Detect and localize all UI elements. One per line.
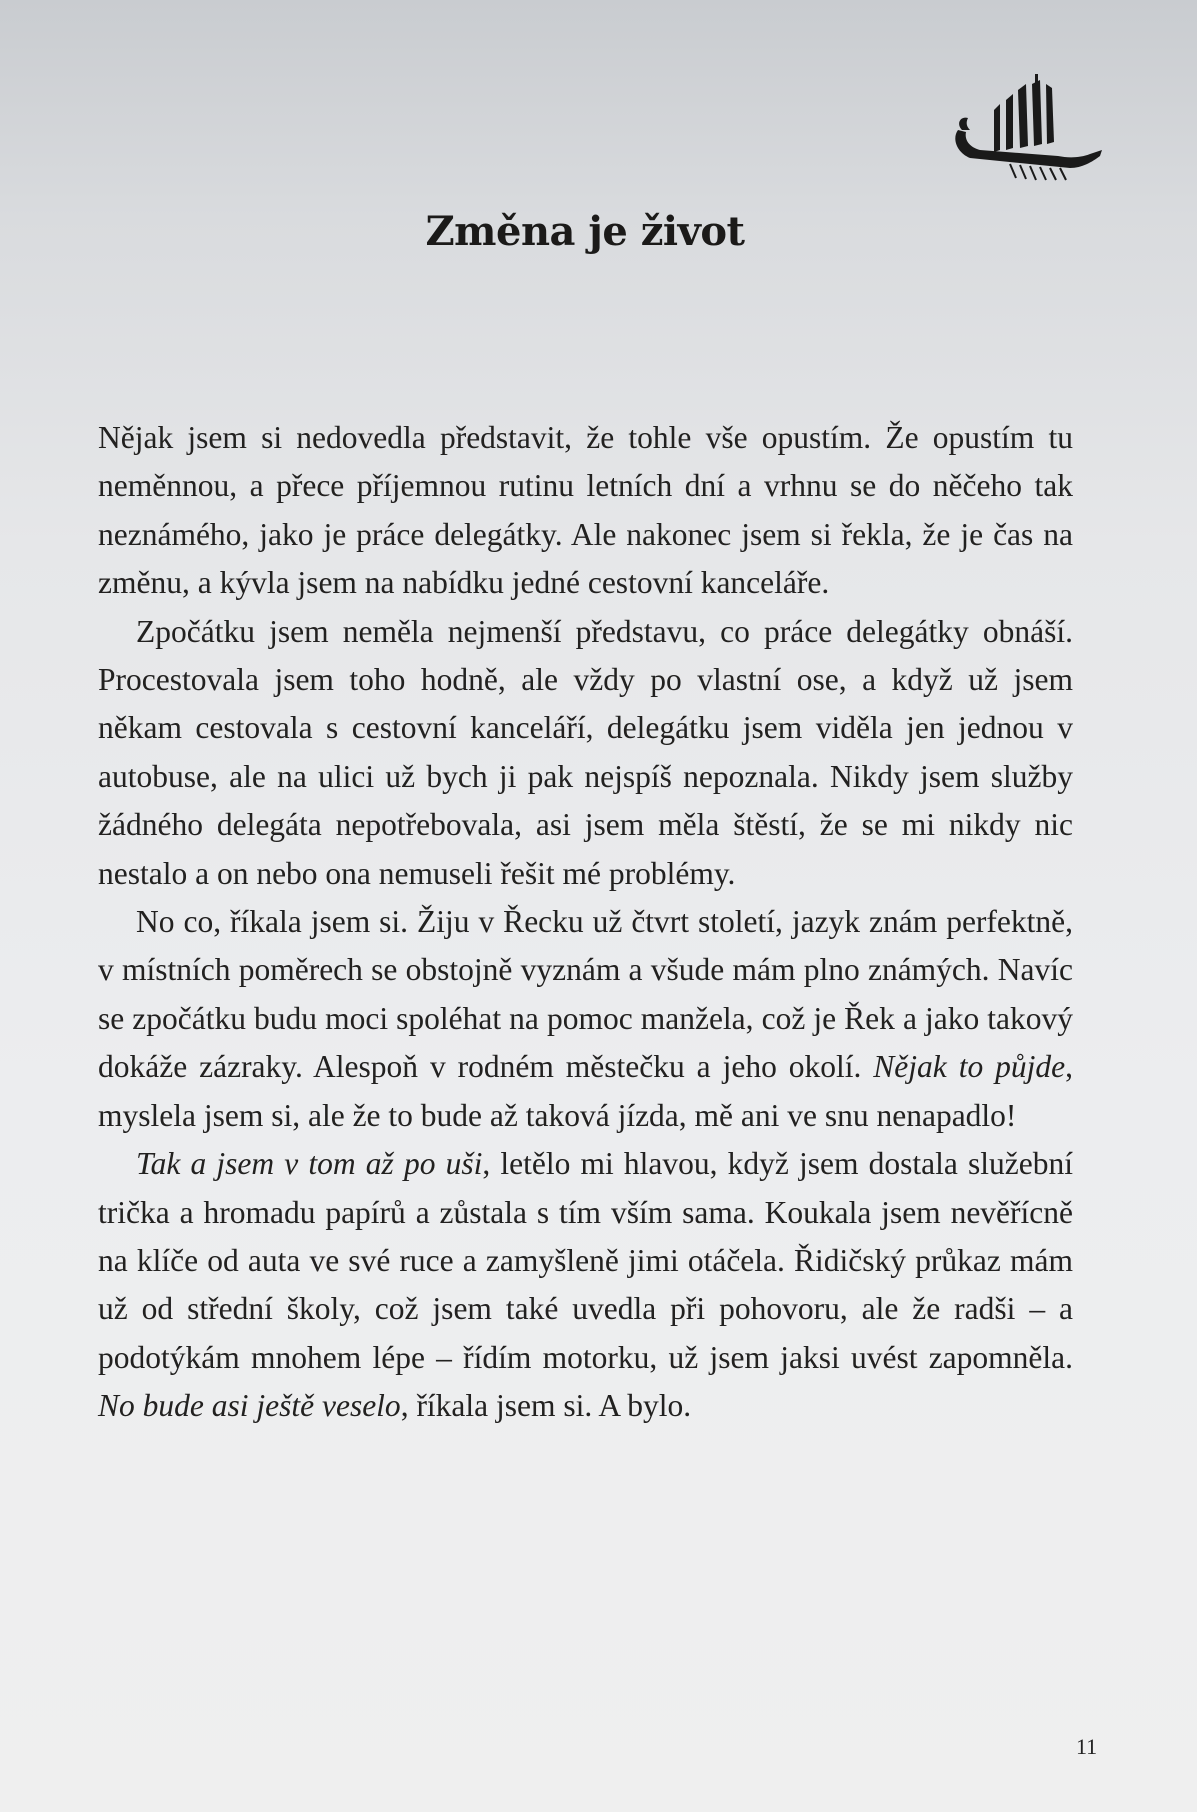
paragraph <box>98 414 1073 608</box>
text-run: No co, říkala jsem si. Žiju v Řecku už čtvrt století, jazyk znám perfektně, v místních poměrech se obstojně vyznám a všude mám plno známých. Navíc se zpočátku budu moci spoléhat na pomoc manžela, což je Řek a jako takový dokáže zázraky. Alespoň v rodném městečku a jeho okolí. <box>98 904 1073 1085</box>
viking-ship-icon <box>950 72 1110 202</box>
chapter-title: Změna je život <box>425 208 745 255</box>
paragraph <box>98 608 1073 898</box>
italic-phrase: No bude asi ještě veselo <box>98 1388 401 1424</box>
chapter-body <box>98 414 1073 1431</box>
text-run: , říkala jsem si. A bylo. <box>400 1388 692 1424</box>
italic-phrase: Nějak to půjde <box>873 1049 1066 1085</box>
text-run: Zpočátku jsem neměla nejmenší představu, co práce delegátky obnáší. Procestovala jsem toho hodně, ale vždy po vlastní ose, a když už jsem někam cestovala s cestovní kanceláří, delegátku jsem viděla jen jednou v autobuse, ale na ulici už bych ji pak nejspíš nepoznala. Nikdy jsem služby žádného delegáta nepotřebovala, asi jsem měla štěstí, že se mi nikdy nic nestalo a on nebo ona nemuseli řešit mé problémy. <box>98 613 1073 891</box>
text-run: , letělo mi hlavou, když jsem dostala služební trička a hromadu papírů a zůstala s tím vším sama. Koukala jsem nevěřícně na klíče od auta ve své ruce a zamyšleně jimi otáčela. Řidičský průkaz mám už od střední školy, což jsem také uvedla při pohovoru, ale že radši – a podotýkám mnohem lépe – řídím motorku, už jsem jaksi uvést zapomněla. <box>98 1146 1073 1375</box>
paragraph <box>98 898 1073 1140</box>
italic-phrase: Tak a jsem v tom až po uši <box>136 1146 483 1182</box>
text-run: , myslela jsem si, ale že to bude až taková jízda, mě ani ve snu nenapadlo! <box>98 1049 1073 1133</box>
text-run: Nějak jsem si nedovedla představit, že tohle vše opustím. Že opustím tu neměnnou, a přece příjemnou rutinu letních dní a vrhnu se do něčeho tak neznámého, jako je práce delegátky. Ale nakonec jsem si řekla, že je čas na změnu, a kývla jsem na nabídku jedné cestovní kanceláře. <box>98 420 1073 601</box>
paragraph <box>98 1140 1073 1430</box>
page-number: 11 <box>1076 1734 1098 1759</box>
